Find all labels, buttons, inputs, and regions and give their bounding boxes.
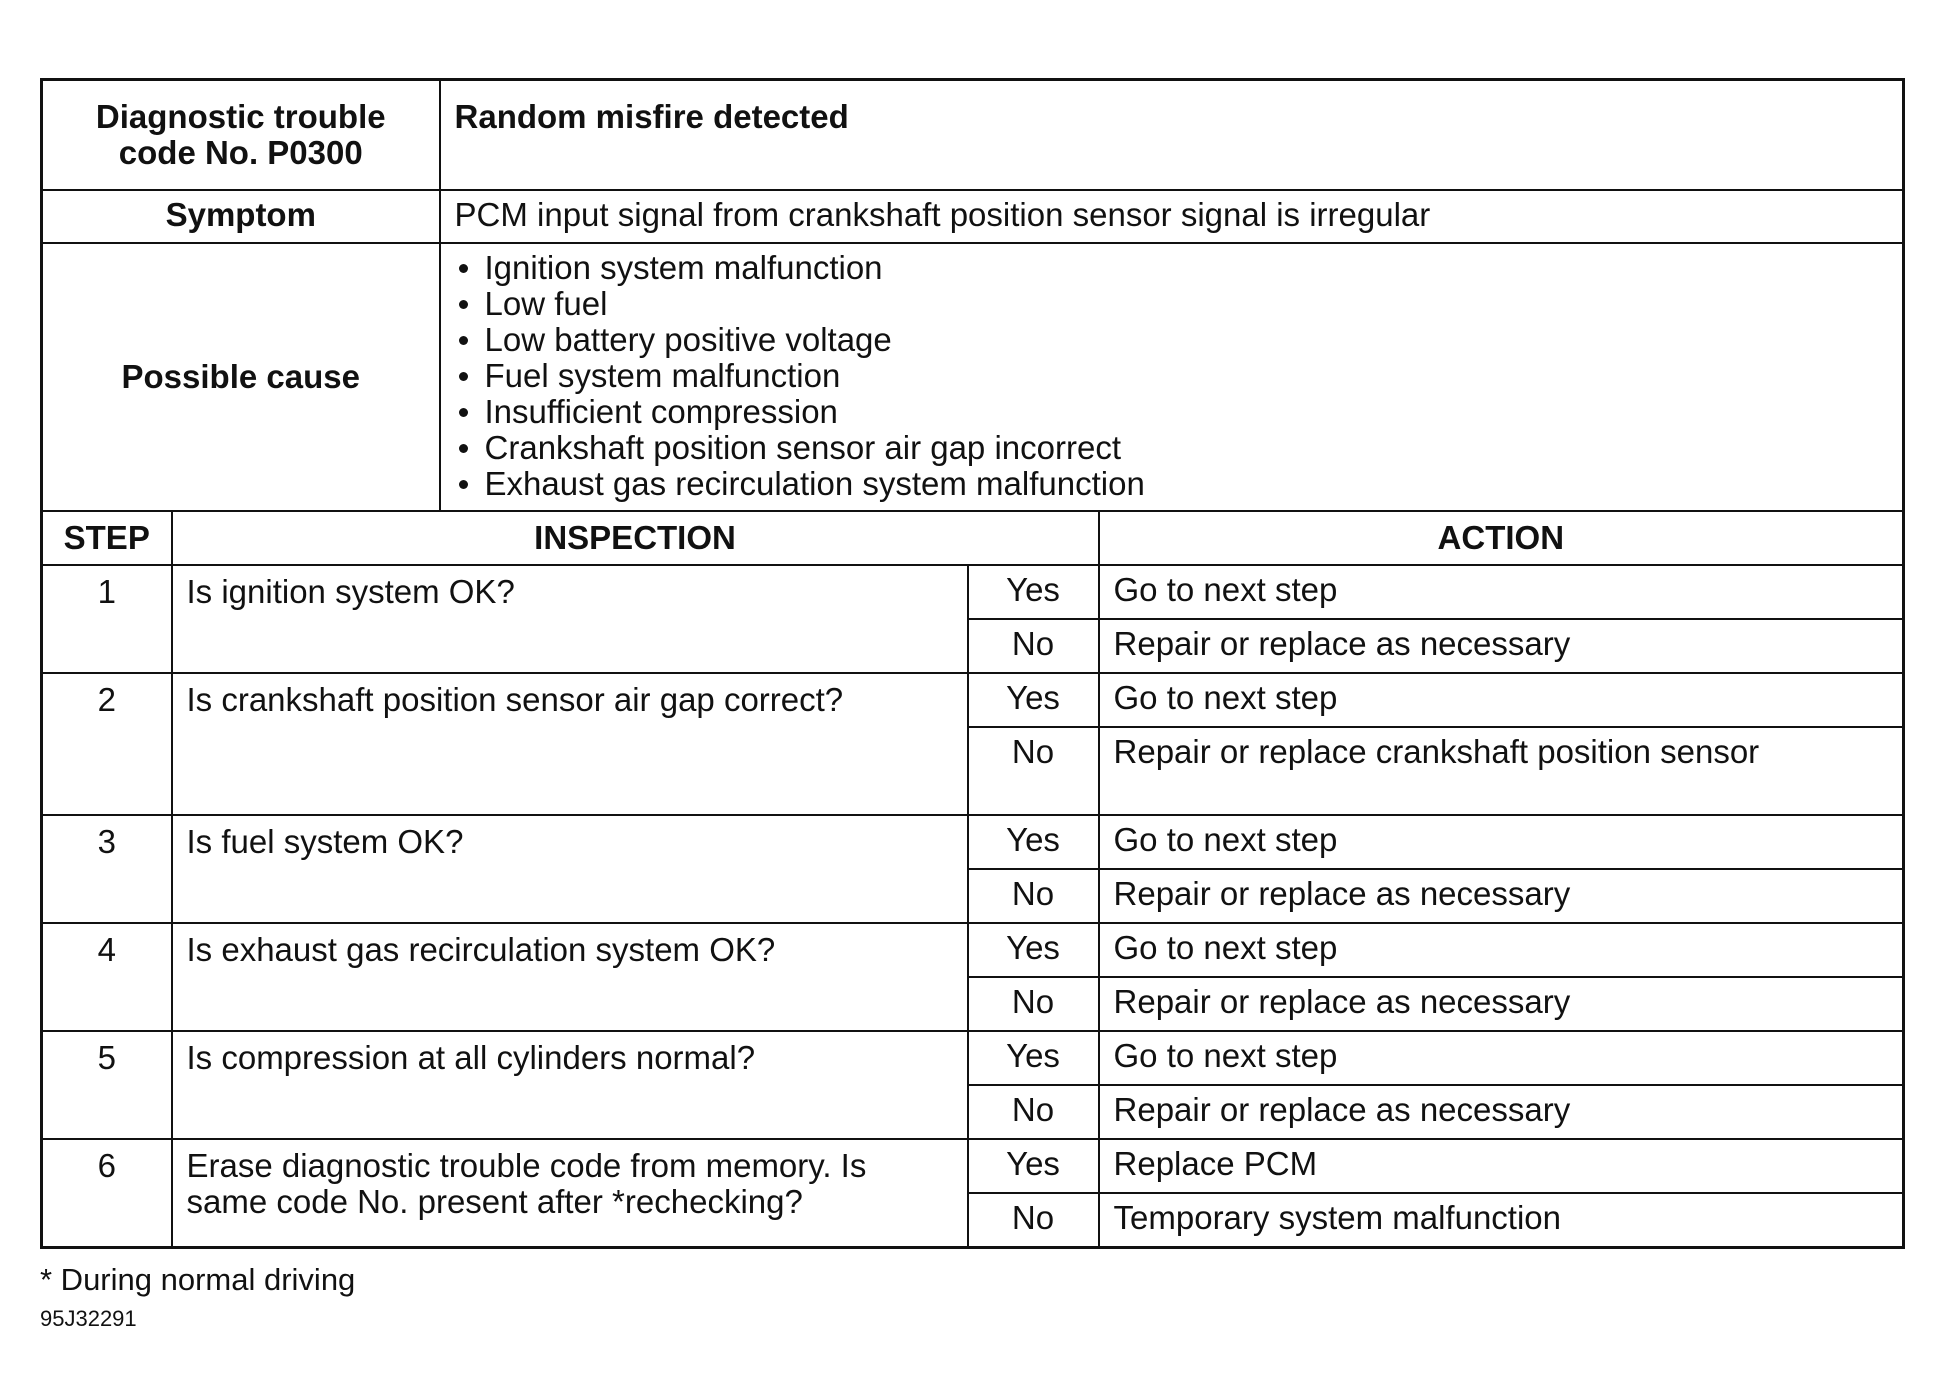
cause-list-cell xyxy=(440,243,1904,511)
action-no: Repair or replace as necessary xyxy=(1099,1085,1904,1139)
cause-item: Crankshaft position sensor air gap incorrect xyxy=(455,430,1889,466)
action-yes: Go to next step xyxy=(1099,673,1904,727)
cause-item: Low fuel xyxy=(455,286,1889,322)
answer-yes: Yes xyxy=(968,673,1099,727)
action-yes: Go to next step xyxy=(1099,815,1904,869)
inspection-header: INSPECTION xyxy=(172,511,1099,565)
step-header: STEP xyxy=(42,511,172,565)
step-number: 4 xyxy=(42,923,172,1031)
cause-item: Low battery positive voltage xyxy=(455,322,1889,358)
footnote: * During normal driving xyxy=(40,1262,356,1297)
figure-code: 95J32291 xyxy=(40,1306,137,1331)
step-question: Erase diagnostic trouble code from memory. Is same code No. present after *rechecking? xyxy=(172,1139,968,1247)
table-row xyxy=(42,923,1904,977)
answer-yes: Yes xyxy=(968,923,1099,977)
action-no: Repair or replace as necessary xyxy=(1099,977,1904,1031)
action-no: Repair or replace as necessary xyxy=(1099,869,1904,923)
cause-item: Fuel system malfunction xyxy=(455,358,1889,394)
cause-list xyxy=(441,244,1903,508)
answer-yes: Yes xyxy=(968,815,1099,869)
step-question: Is compression at all cylinders normal? xyxy=(172,1031,968,1139)
cause-item: Insufficient compression xyxy=(455,394,1889,430)
table-row xyxy=(42,673,1904,727)
answer-yes: Yes xyxy=(968,565,1099,619)
answer-yes: Yes xyxy=(968,1031,1099,1085)
cause-item: Ignition system malfunction xyxy=(455,250,1889,286)
answer-yes: Yes xyxy=(968,1139,1099,1193)
diagnostic-sheet xyxy=(40,78,1902,1249)
action-yes: Go to next step xyxy=(1099,1031,1904,1085)
cause-label: Possible cause xyxy=(42,243,440,511)
column-header-row xyxy=(42,511,1904,565)
step-number: 3 xyxy=(42,815,172,923)
step-number: 2 xyxy=(42,673,172,815)
answer-no: No xyxy=(968,977,1099,1031)
symptom-label: Symptom xyxy=(42,190,440,243)
answer-no: No xyxy=(968,869,1099,923)
action-yes: Go to next step xyxy=(1099,923,1904,977)
action-no: Temporary system malfunction xyxy=(1099,1193,1904,1247)
symptom-row xyxy=(42,190,1904,243)
diagnostic-table xyxy=(40,78,1905,1249)
table-row xyxy=(42,565,1904,619)
step-question: Is fuel system OK? xyxy=(172,815,968,923)
step-number: 1 xyxy=(42,565,172,673)
answer-no: No xyxy=(968,619,1099,673)
cause-row xyxy=(42,243,1904,511)
table-row xyxy=(42,1031,1904,1085)
action-header: ACTION xyxy=(1099,511,1904,565)
step-question: Is ignition system OK? xyxy=(172,565,968,673)
step-question: Is crankshaft position sensor air gap correct? xyxy=(172,673,968,815)
step-number: 6 xyxy=(42,1139,172,1247)
table-row xyxy=(42,815,1904,869)
action-no: Repair or replace as necessary xyxy=(1099,619,1904,673)
action-yes: Go to next step xyxy=(1099,565,1904,619)
symptom-text: PCM input signal from crankshaft position sensor signal is irregular xyxy=(440,190,1904,243)
step-question: Is exhaust gas recirculation system OK? xyxy=(172,923,968,1031)
answer-no: No xyxy=(968,1085,1099,1139)
answer-no: No xyxy=(968,1193,1099,1247)
dtc-row xyxy=(42,80,1904,191)
action-no: Repair or replace crankshaft position sensor xyxy=(1099,727,1904,815)
answer-no: No xyxy=(968,727,1099,815)
dtc-label: Diagnostic trouble code No. P0300 xyxy=(42,80,440,191)
dtc-description: Random misfire detected xyxy=(440,80,1904,191)
table-row xyxy=(42,1139,1904,1193)
cause-item: Exhaust gas recirculation system malfunction xyxy=(455,466,1889,502)
step-number: 5 xyxy=(42,1031,172,1139)
action-yes: Replace PCM xyxy=(1099,1139,1904,1193)
